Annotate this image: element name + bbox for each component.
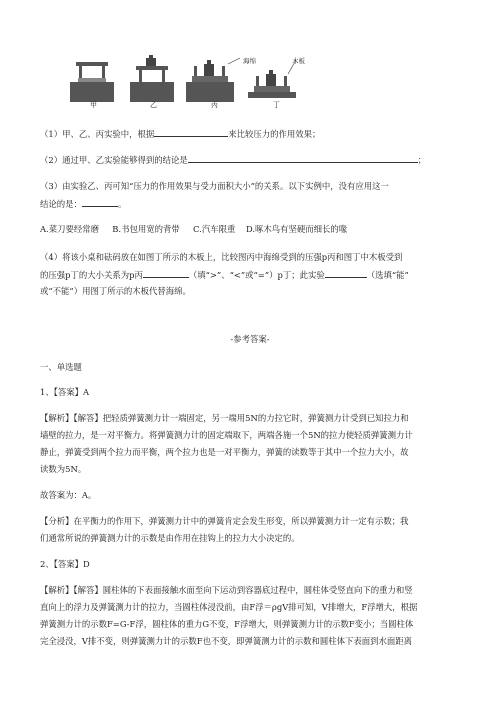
section-title: 一、单选题: [40, 362, 82, 372]
experiment-figure: [70, 52, 300, 114]
question-3-line1: （3）由实验乙、丙可知“压力的作用效果与受力面积大小”的关系。以下实例中，没有应用这一: [40, 181, 389, 191]
q2-prefix: （2）通过甲、乙实验能够得到的结论是: [40, 155, 188, 165]
question-3-options: [40, 222, 460, 236]
answer-1-fenxi-line-1: 【分析】在平衡力的作用下，弹簧测力计中的弹簧肯定会发生形变，所以弹簧测力计一定有示数；我: [40, 516, 409, 526]
figure-bing: [186, 58, 240, 102]
q3-blank[interactable]: [82, 196, 118, 207]
figure-label-bing: 丙: [211, 101, 218, 109]
annotation-sponge: 海绵: [243, 57, 256, 65]
figure-label-jia: 甲: [90, 101, 97, 109]
annotation-board: 木板: [292, 57, 305, 65]
question-3-line2: [40, 196, 460, 211]
q4-part-a: 的压强p丁的大小关系为p丙: [40, 270, 143, 280]
answer-1-fenxi-line-2: 们通常所说的弹簧测力计的示数是由作用在挂钩上的拉力大小决定的。: [40, 533, 300, 543]
q4-blank-2[interactable]: [325, 267, 367, 278]
q3-option-b: B.书包用宽的背带: [112, 224, 180, 234]
answer-1-number: 1、【答案】A: [40, 387, 90, 397]
question-4-line2: [40, 267, 460, 282]
q4-part-c: （选填“能”: [366, 270, 409, 280]
question-4-line1: （4）将该小桌和砝码放在如图丁所示的木板上，比较图丙中海绵受到的压强p丙和图丁中木板受到: [40, 252, 403, 262]
q2-suffix: ；: [417, 155, 427, 165]
answer-1-conclusion: 故答案为：A。: [40, 490, 97, 500]
answer-2-analysis-line-3: 弹簧测力计的示数F=G-F浮，圆柱体的重力G不变，F浮增大，则弹簧测力计的示数F变小；当圆柱体: [40, 619, 414, 629]
figure-label-ding: 丁: [273, 101, 280, 109]
answer-2-analysis-line-2: 直向上的浮力及弹簧测力计的拉力，当圆柱体浸没前，由F浮＝ρgV排可知，V排增大，F浮增大，根据: [40, 602, 418, 612]
answers-heading: -参考答案-: [230, 334, 270, 344]
question-4-line3: 或“不能”）用图丁所示的木板代替海绵。: [40, 286, 191, 296]
question-2: [40, 152, 460, 167]
q3-suffix: 。: [117, 199, 127, 209]
answer-1-analysis-line-4: 读数为5N。: [40, 464, 87, 474]
q1-suffix: 来比较压力的作用效果；: [228, 129, 321, 139]
q3-prefix: 结论的是：: [40, 199, 82, 209]
answer-1-analysis-line-2: 墙壁的拉力，是一对平衡力。将弹簧测力计的固定端取下，两端各施一个5N的拉力使轻质弹簧测力计: [40, 430, 413, 440]
q2-blank[interactable]: [188, 152, 418, 163]
q3-option-c: C.汽车限重: [193, 224, 236, 234]
q3-option-d: D.啄木鸟有坚硬而细长的喙: [245, 224, 348, 234]
answer-2-analysis-line-4: 完全浸没，V排不变，则弹簧测力计的示数F也不变，即弹簧测力计的示数和圆柱体下表面到水面距离: [40, 636, 412, 646]
answer-1-analysis-line-3: 静止，弹簧受到两个拉力而平衡，两个拉力也是一对平衡力，弹簧的读数等于其中一个拉力大小，故: [40, 447, 409, 457]
figure-jia: [70, 62, 114, 102]
figure-ding: [248, 60, 296, 98]
q4-blank-1[interactable]: [143, 267, 189, 278]
question-1: [40, 126, 460, 141]
figure-yi: [130, 55, 174, 102]
answer-1-analysis-line-1: 【解析】【解答】把轻质弹簧测力计一端固定，另一端用5N的力拉它时，弹簧测力计受到已知拉力和: [40, 413, 409, 423]
q1-blank[interactable]: [154, 126, 228, 137]
q4-part-b: （填“>”、“<”或“=”）p丁；此实验: [188, 270, 325, 280]
answer-2-number: 2、【答案】D: [40, 559, 90, 569]
answer-2-analysis-line-1: 【解析】【解答】圆柱体的下表面接触水面至向下运动到容器底过程中，圆柱体受竖直向下的重力和竖: [40, 585, 413, 595]
figure-label-yi: 乙: [150, 101, 157, 109]
q1-prefix: （1）甲、乙、丙实验中，根据: [40, 129, 155, 139]
q3-option-a: A.菜刀要经常磨: [40, 224, 99, 234]
